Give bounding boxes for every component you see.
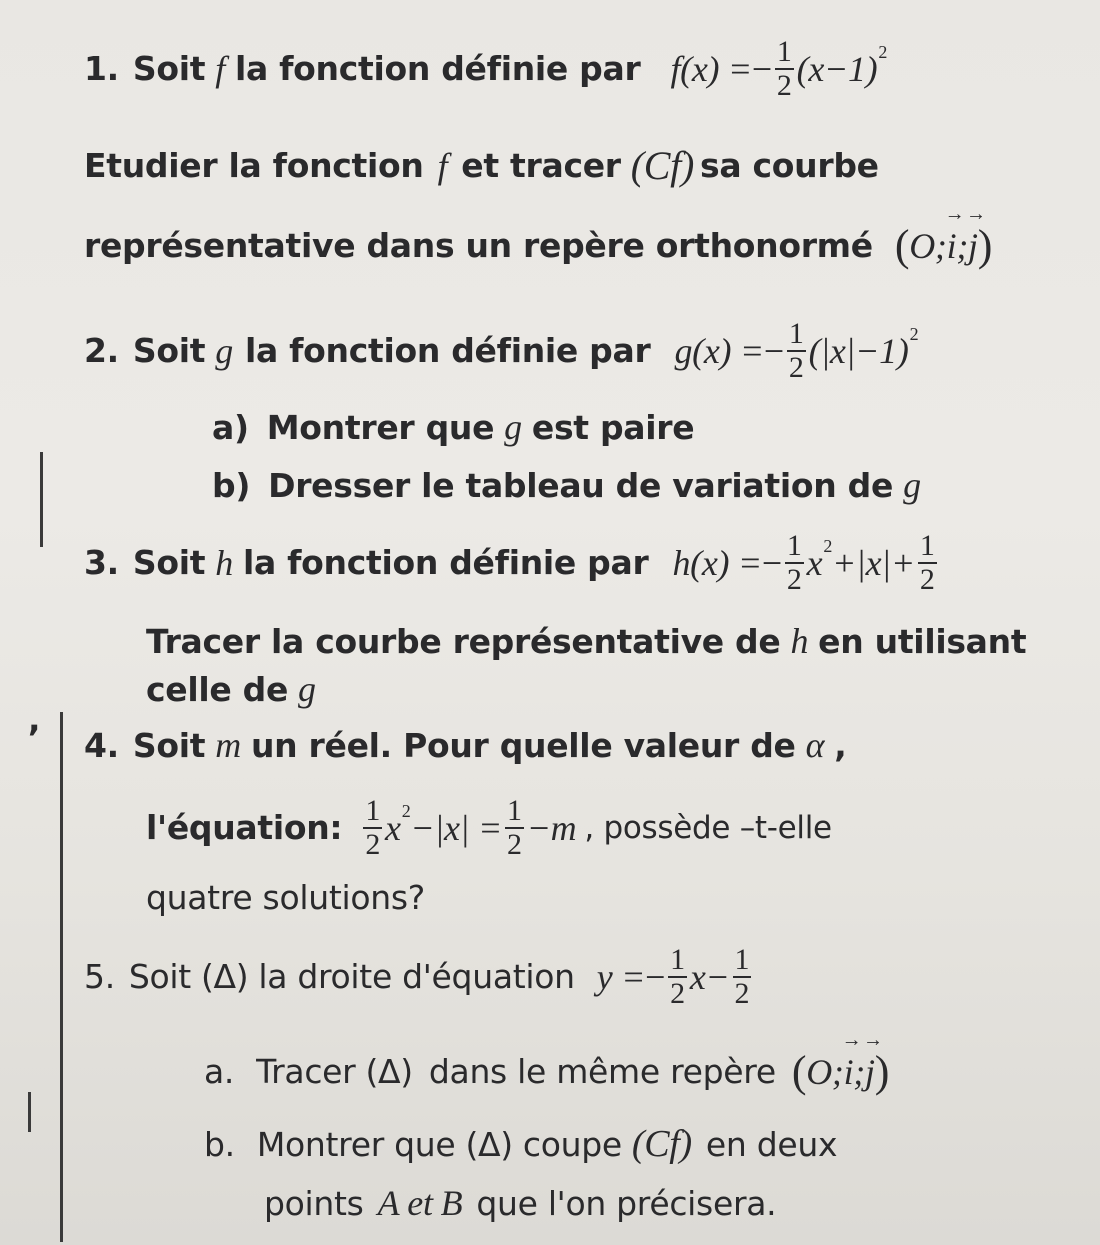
- q1-label: 1.: [84, 49, 119, 88]
- q5-line-1: 5. Soit (Δ) la droite d'équation y = − $\frac{1}{2}$ x− $\frac{1}{2}$: [84, 944, 754, 1009]
- q3-line-2: Tracer la courbe représentative de h en utilisant: [146, 621, 1027, 661]
- q3-line-3: celle de g: [146, 669, 316, 709]
- q5-b: b. Montrer que (Δ) coupe (Cf) en deux: [204, 1123, 838, 1165]
- margin-line-2: [60, 712, 63, 1242]
- q4-line-2: l'équation: $\frac{1}{2}$ x 2 −|x| = $\frac{1}{2}$ −m , possède –t-elle: [146, 794, 832, 861]
- q5-formula: y = − $\frac{1}{2}$ x− $\frac{1}{2}$: [596, 943, 750, 1010]
- repere: ( O; → i ; → j ): [895, 220, 992, 271]
- margin-line-1: [40, 452, 43, 547]
- q4-formula: $\frac{1}{2}$ x 2 −|x| = $\frac{1}{2}$ −m: [365, 794, 577, 861]
- margin-comma: ,: [28, 700, 41, 739]
- margin-bracket: [28, 1092, 31, 1132]
- q2-line-1: 2. Soit g la fonction définie par g(x) = − $\frac{1}{2}$ (|x|−1) 2: [84, 317, 919, 384]
- q2-a: a) Montrer que g est paire: [212, 407, 695, 447]
- repere-2: ( O; → i ; → j ): [792, 1046, 889, 1097]
- q3-formula: h(x) = − $\frac{1}{2}$ x 2 +|x|+ $\frac{1}{2}$: [672, 529, 935, 596]
- q1-line-3: représentative dans un repère orthonormé ( O; → i ; → j ): [84, 220, 992, 271]
- q2-label: 2.: [84, 331, 119, 370]
- q3-line-1: 3. Soit h la fonction définie par h(x) = − $\frac{1}{2}$ x 2 +|x|+ $\frac{1}{2}$: [84, 530, 940, 595]
- q1-line-2: Etudier la fonction f et tracer (Cf) sa courbe: [84, 143, 879, 188]
- q4-line-1: 4. Soit m un réel. Pour quelle valeur de α ,: [84, 725, 847, 765]
- q2-b: b) Dresser le tableau de variation de g: [212, 465, 921, 505]
- q4-line-3: quatre solutions?: [146, 878, 425, 917]
- q4-label: 4.: [84, 725, 119, 765]
- q3-label: 3.: [84, 543, 119, 582]
- q5-a: a. Tracer (Δ) dans le même repère ( O; → i ; → j ): [204, 1046, 889, 1097]
- q5-c: points A et B que l'on précisera.: [264, 1183, 777, 1223]
- q5-label: 5.: [84, 957, 115, 996]
- q1-line-1: 1. Soit f la fonction définie par f(x) = − $\frac{1}{2}$ (x−1) 2: [84, 35, 888, 102]
- q2-formula: g(x) = − $\frac{1}{2}$ (|x|−1) 2: [674, 317, 919, 384]
- q1-formula: f(x) = − $\frac{1}{2}$ (x−1) 2: [670, 35, 888, 102]
